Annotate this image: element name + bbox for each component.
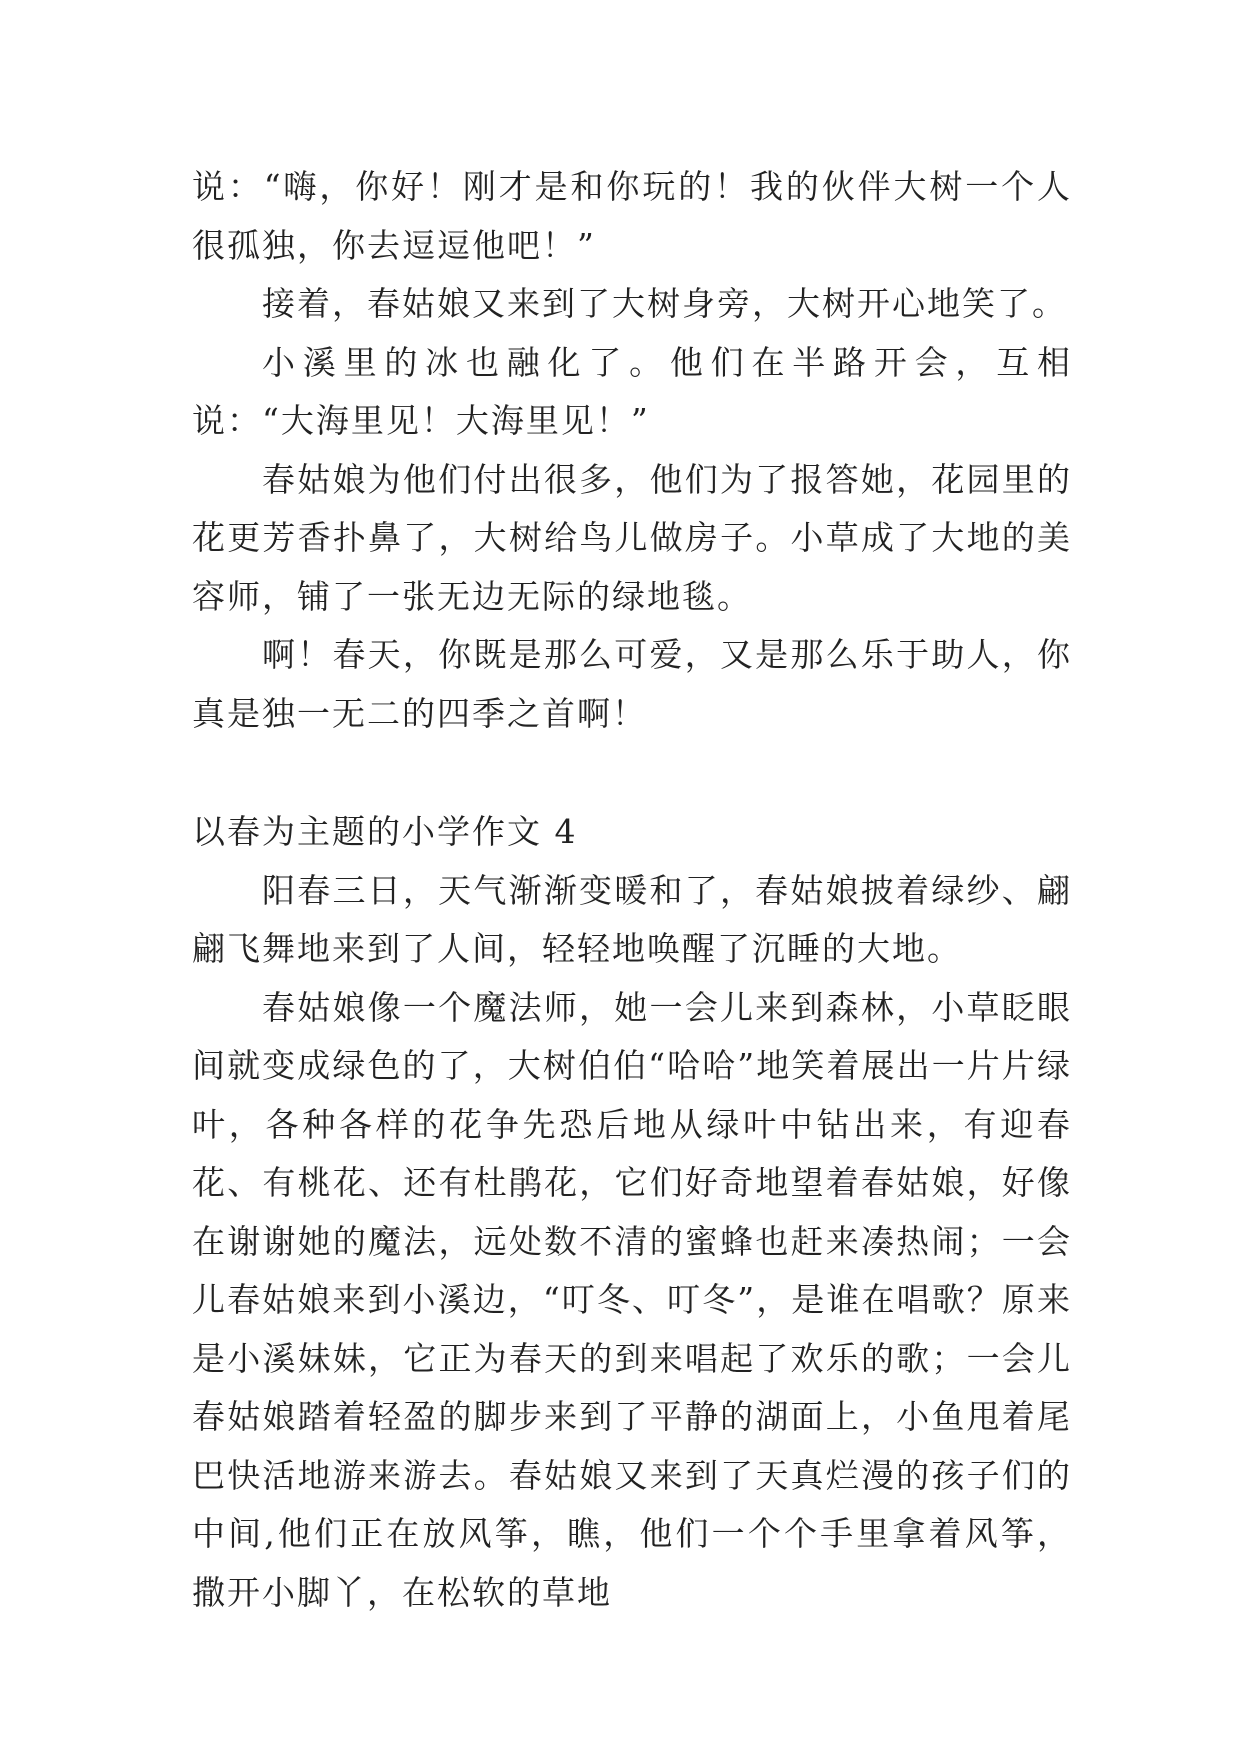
paragraph-6: 阳春三日，天气渐渐变暖和了，春姑娘披着绿纱、翩翩飞舞地来到了人间，轻轻地唤醒了沉睡的大地。: [192, 870, 1072, 968]
document-body: [192, 158, 1072, 1622]
paragraph-3: 小溪里的冰也融化了。他们在半路开会，互相说：“大海里见！大海里见！”: [192, 342, 1072, 440]
paragraph-4: 春姑娘为他们付出很多，他们为了报答她，花园里的花更芳香扑鼻了，大树给鸟儿做房子。小草成了大地的美容师，铺了一张无边无际的绿地毯。: [192, 459, 1072, 616]
paragraph-7: 春姑娘像一个魔法师，她一会儿来到森林，小草眨眼间就变成绿色的了，大树伯伯“哈哈”地笑着展出一片片绿叶，各种各样的花争先恐后地从绿叶中钻出来，有迎春花、有桃花、还有杜鹃花，它们好奇地望着春姑娘，好像在谢谢她的魔法，远处数不清的蜜蜂也赶来凑热闹；一会儿春姑娘来到小溪边，“叮冬、叮冬”，是谁在唱歌？原来是小溪妹妹，它正为春天的到来唱起了欢乐的歌；一会儿春姑娘踏着轻盈的脚步来到了平静的湖面上，小鱼甩着尾巴快活地游来游去。春姑娘又来到了天真烂漫的孩子们的中间,他们正在放风筝，瞧，他们一个个手里拿着风筝，撒开小脚丫，在松软的草地: [192, 987, 1072, 1612]
section-title: 以春为主题的小学作文 4: [192, 812, 578, 851]
paragraph-5: 啊！春天，你既是那么可爱，又是那么乐于助人，你真是独一无二的四季之首啊！: [192, 635, 1072, 733]
paragraph-2: 接着，春姑娘又来到了大树身旁，大树开心地笑了。: [262, 284, 1067, 323]
section-gap: [192, 743, 1072, 803]
paragraph-1: 说：“嗨，你好！刚才是和你玩的！我的伙伴大树一个人很孤独，你去逗逗他吧！”: [192, 167, 1072, 265]
